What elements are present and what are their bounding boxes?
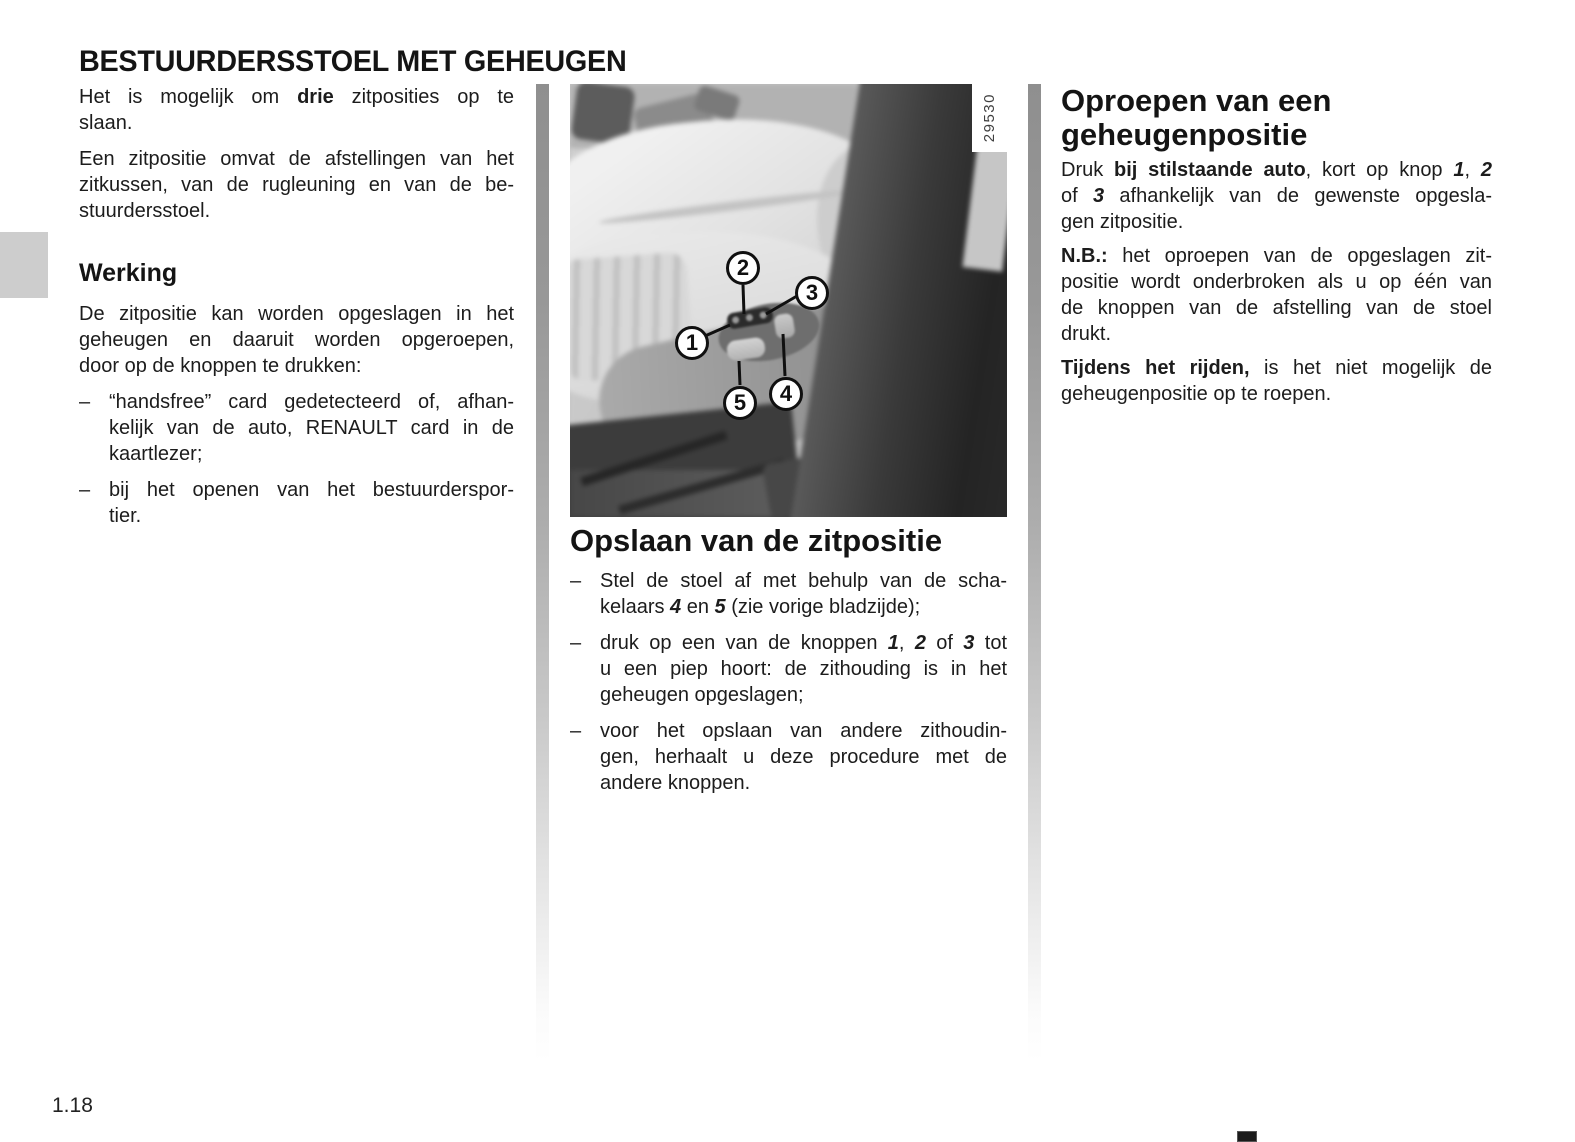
callout-1: 1	[675, 326, 709, 360]
list-item-text: voor het opslaan van andere zithoudin- gen, herhaalt u deze procedure met de andere knoppen.	[600, 720, 1007, 794]
section-heading-opslaan: Opslaan van de zitpositie	[570, 523, 943, 558]
list-item-driver-door	[79, 477, 514, 529]
list-item-text: Stel de stoel af met behulp van de scha- kelaars 4 en 5 (zie vorige bladzijde);	[600, 570, 1007, 618]
list-item-press-button	[570, 630, 1007, 708]
bullet-dash: –	[570, 570, 582, 592]
list-item-text: “handsfree” card gedetecteerd of, afhan- kelijk van de auto, RENAULT card in de kaartlezer;	[109, 391, 514, 465]
list-item-text: druk op een van de knoppen 1, 2 of 3 tot u een piep hoort: de zithouding is in het geheugen opgeslagen;	[600, 632, 1007, 706]
list-item-text: bij het openen van het bestuurderspor- tier.	[109, 479, 514, 527]
middle-column-list	[570, 568, 1007, 806]
callout-3: 3	[795, 276, 829, 310]
paragraph-position-includes: Een zitpositie omvat de afstellingen van het zitkussen, van de rugleuning en van de be- stuurdersstoel.	[79, 148, 514, 222]
photo-id-text: 29530	[981, 93, 998, 143]
paragraph-werking-intro: De zitpositie kan worden opgeslagen in het geheugen en daaruit worden opgeroepen, door op de knoppen te drukken:	[79, 303, 514, 377]
list-item-adjust-seat	[570, 568, 1007, 620]
callout-4: 4	[769, 377, 803, 411]
right-column	[1061, 84, 1492, 415]
paragraph-nb-note: N.B.: het oproepen van de opgeslagen zit- positie wordt onderbroken als u op één van de knoppen van de afstelling van de stoel drukt.	[1061, 245, 1492, 345]
seat-photo	[570, 84, 1007, 517]
callout-2: 2	[726, 251, 760, 285]
column-separator-left	[536, 84, 549, 1062]
bullet-dash: –	[79, 391, 91, 413]
bullet-dash: –	[570, 632, 582, 654]
section-heading-werking: Werking	[79, 259, 178, 287]
paragraph-store-three-positions: Het is mogelijk om drie zitposities op te slaan.	[79, 86, 514, 134]
column-separator-right	[1028, 84, 1041, 1062]
section-heading-oproepen: Oproepen van een geheugenpositie	[1061, 83, 1332, 152]
footer-print-mark	[1238, 1132, 1256, 1141]
bullet-dash: –	[79, 479, 91, 501]
paragraph-recall-press: Druk bij stilstaande auto, kort op knop 1, 2 of 3 afhankelijk van de gewenste opgesla- gen zitpositie.	[1061, 159, 1492, 233]
list-item-repeat-procedure	[570, 718, 1007, 796]
chapter-edge-tab	[0, 232, 48, 298]
page-title: BESTUURDERSSTOEL MET GEHEUGEN	[79, 45, 627, 79]
bullet-dash: –	[570, 720, 582, 742]
left-column	[79, 84, 514, 539]
callout-5: 5	[723, 386, 757, 420]
list-item-handsfree-card	[79, 389, 514, 467]
page-number: 1.18	[52, 1094, 93, 1117]
photo-id-label	[972, 84, 1007, 152]
callout-leader-lines	[570, 84, 1007, 517]
paragraph-while-driving: Tijdens het rijden, is het niet mogelijk de geheugenpositie op te roepen.	[1061, 357, 1492, 405]
